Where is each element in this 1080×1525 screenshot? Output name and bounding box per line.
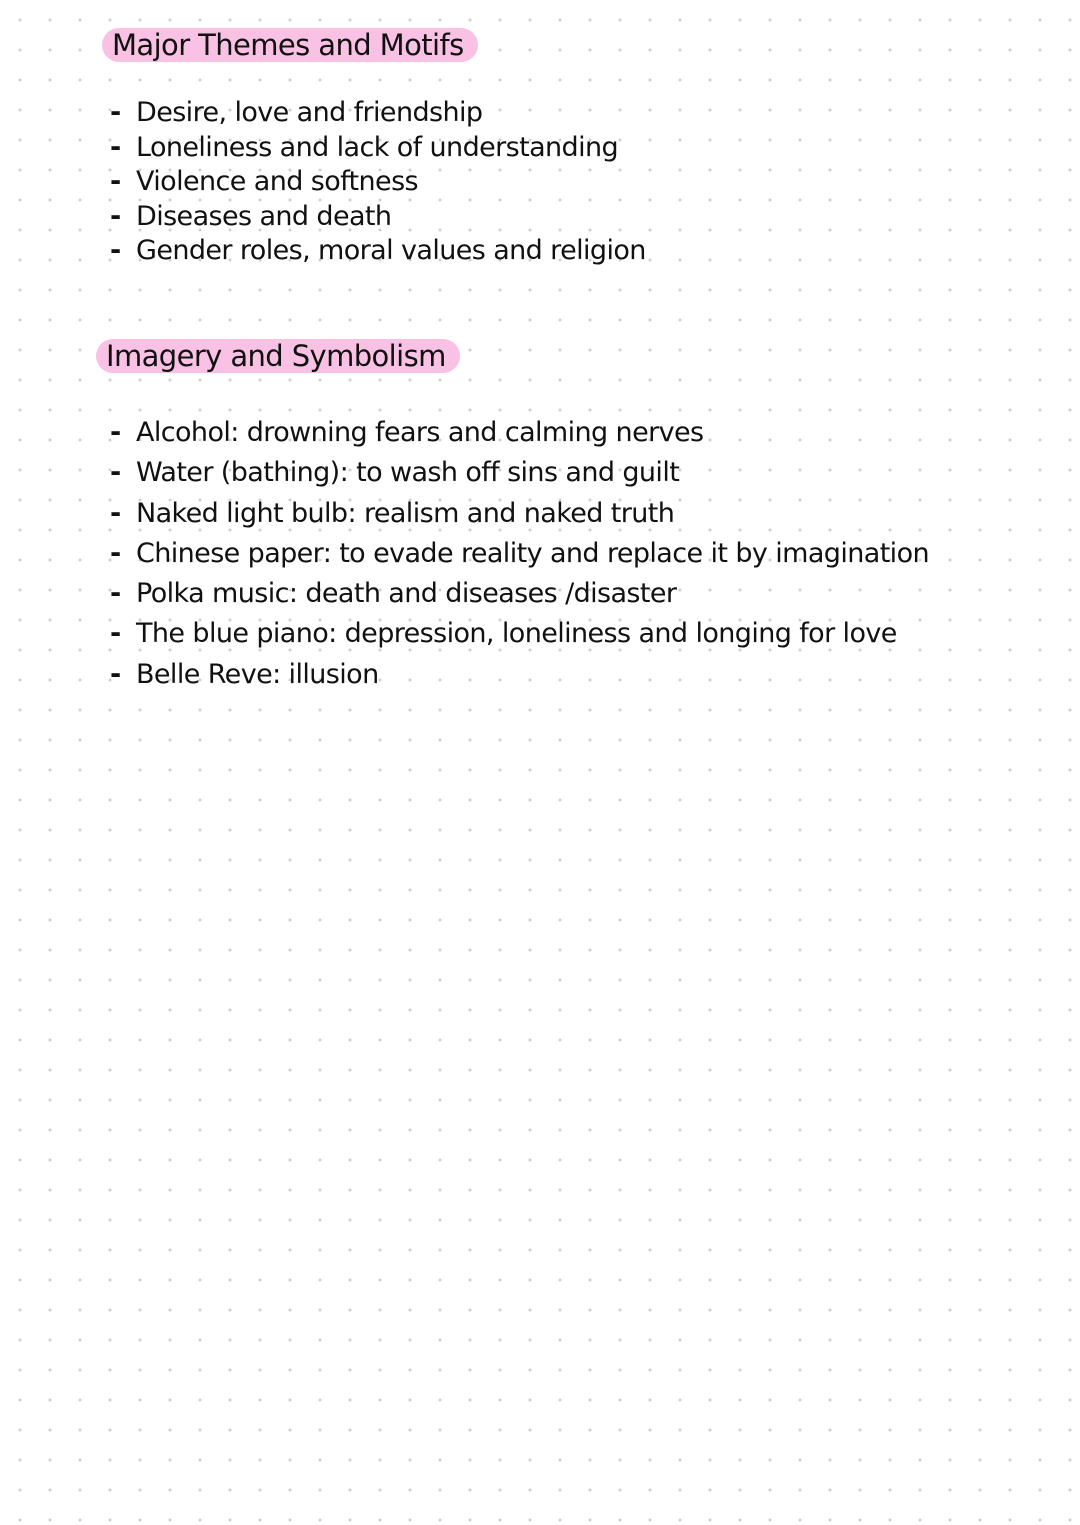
list-item: - Violence and softness [108, 165, 646, 200]
themes-list [108, 96, 646, 269]
list-item: - Naked light bulb: realism and naked truth [108, 494, 929, 534]
list-item: - Belle Reve: illusion [108, 655, 929, 695]
list-item: - Chinese paper: to evade reality and replace it by imagination [108, 534, 929, 574]
heading-imagery-symbolism: Imagery and Symbolism [96, 339, 460, 373]
imagery-list [108, 413, 929, 695]
list-item: - Diseases and death [108, 200, 646, 235]
list-item: - Gender roles, moral values and religion [108, 234, 646, 269]
list-item: - Alcohol: drowning fears and calming nerves [108, 413, 929, 453]
list-item: - Water (bathing): to wash off sins and guilt [108, 453, 929, 493]
list-item: - Loneliness and lack of understanding [108, 131, 646, 166]
list-item: - Desire, love and friendship [108, 96, 646, 131]
list-item: - The blue piano: depression, loneliness and longing for love [108, 614, 929, 654]
list-item: - Polka music: death and diseases /disaster [108, 574, 929, 614]
heading-major-themes: Major Themes and Motifs [102, 28, 478, 62]
